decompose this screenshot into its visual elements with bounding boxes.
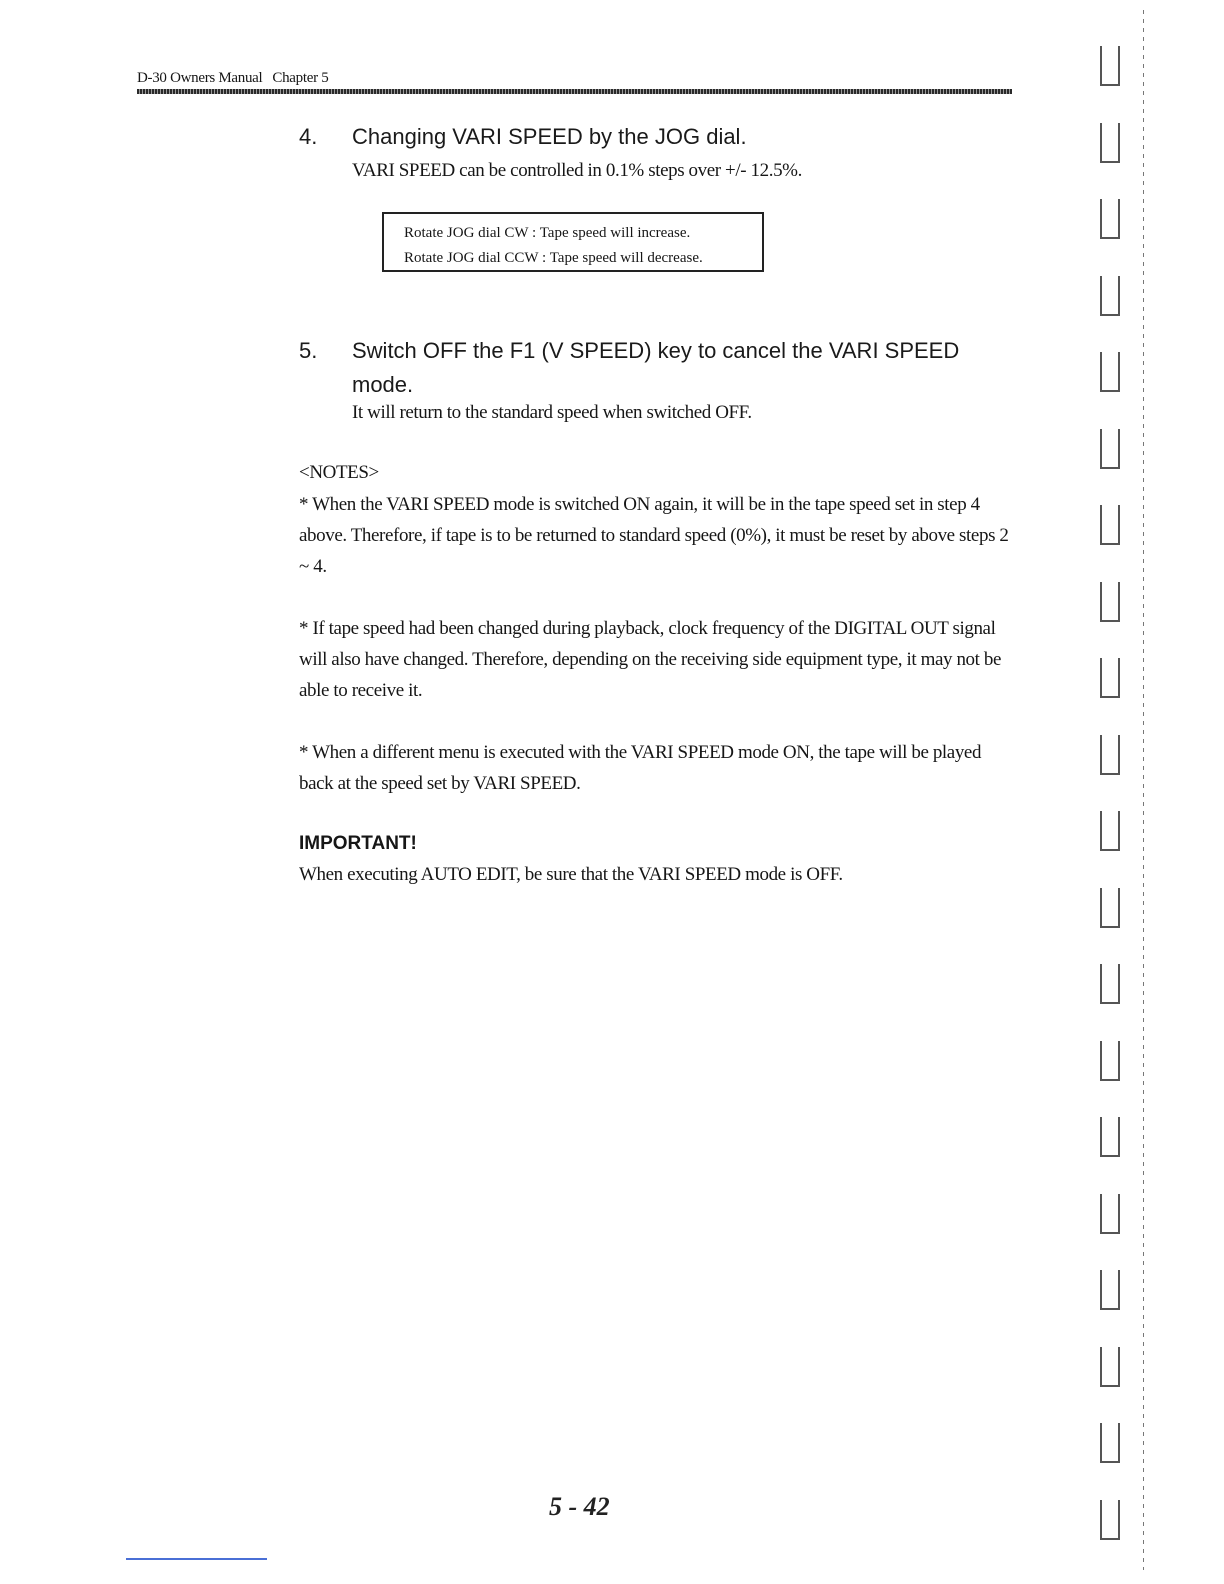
step-5-heading: [299, 334, 999, 402]
info-line-cw: Rotate JOG dial CW : Tape speed will increase.: [404, 225, 691, 241]
step-4-heading: [299, 124, 747, 150]
binder-hole: [1100, 964, 1120, 1004]
important-text: When executing AUTO EDIT, be sure that the VARI SPEED mode is OFF.: [299, 864, 843, 885]
header-rule: [137, 89, 1012, 94]
binder-hole: [1100, 811, 1120, 851]
binder-hole: [1100, 582, 1120, 622]
binder-hole: [1100, 505, 1120, 545]
page-edge: [1143, 10, 1144, 1570]
step-number: 5.: [299, 338, 318, 363]
info-line-ccw: Rotate JOG dial CCW : Tape speed will decrease.: [404, 250, 703, 266]
binder-hole: [1100, 1117, 1120, 1157]
page-header: [137, 70, 328, 87]
binder-hole: [1100, 46, 1120, 86]
binder-hole: [1100, 276, 1120, 316]
binder-hole: [1100, 1270, 1120, 1310]
important-title: IMPORTANT!: [299, 833, 417, 854]
notes-title: <NOTES>: [299, 462, 379, 483]
binder-hole: [1100, 429, 1120, 469]
binder-hole: [1100, 1500, 1120, 1540]
chapter-label: Chapter 5: [272, 70, 329, 86]
binder-hole: [1100, 658, 1120, 698]
scan-artifact-line: [126, 1558, 267, 1560]
binder-hole: [1100, 1041, 1120, 1081]
note-item: * When the VARI SPEED mode is switched ON again, it will be in the tape speed set in step 4 above. Therefore, if tape is to be returned to standard speed (0%), it must be reset by above steps 2 ~ 4.: [299, 494, 1009, 577]
jog-dial-info-box: [382, 212, 764, 272]
binder-hole: [1100, 199, 1120, 239]
note-item: * If tape speed had been changed during playback, clock frequency of the DIGITAL OUT signal will also have changed. Therefore, depending on the receiving side equipment type, it may not be able to receive it.: [299, 618, 1002, 701]
step-number: 4.: [299, 124, 318, 149]
step-title: Switch OFF the F1 (V SPEED) key to cancel the VARI SPEED mode.: [352, 338, 960, 397]
binder-hole: [1100, 735, 1120, 775]
binder-hole: [1100, 1423, 1120, 1463]
binder-hole: [1100, 1194, 1120, 1234]
page-number: 5 - 42: [549, 1492, 610, 1521]
binder-hole: [1100, 352, 1120, 392]
binder-hole: [1100, 1347, 1120, 1387]
binder-holes: [1100, 46, 1124, 1526]
manual-title: D-30 Owners Manual: [137, 70, 263, 86]
binder-hole: [1100, 123, 1120, 163]
notes-section: [299, 462, 1019, 830]
step-4-description: VARI SPEED can be controlled in 0.1% steps over +/- 12.5%.: [352, 160, 802, 181]
note-item: * When a different menu is executed with the VARI SPEED mode ON, the tape will be played back at the speed set by VARI SPEED.: [299, 742, 982, 794]
step-title: Changing VARI SPEED by the JOG dial.: [352, 124, 747, 149]
step-5-description: It will return to the standard speed when switched OFF.: [352, 402, 752, 423]
binder-hole: [1100, 888, 1120, 928]
